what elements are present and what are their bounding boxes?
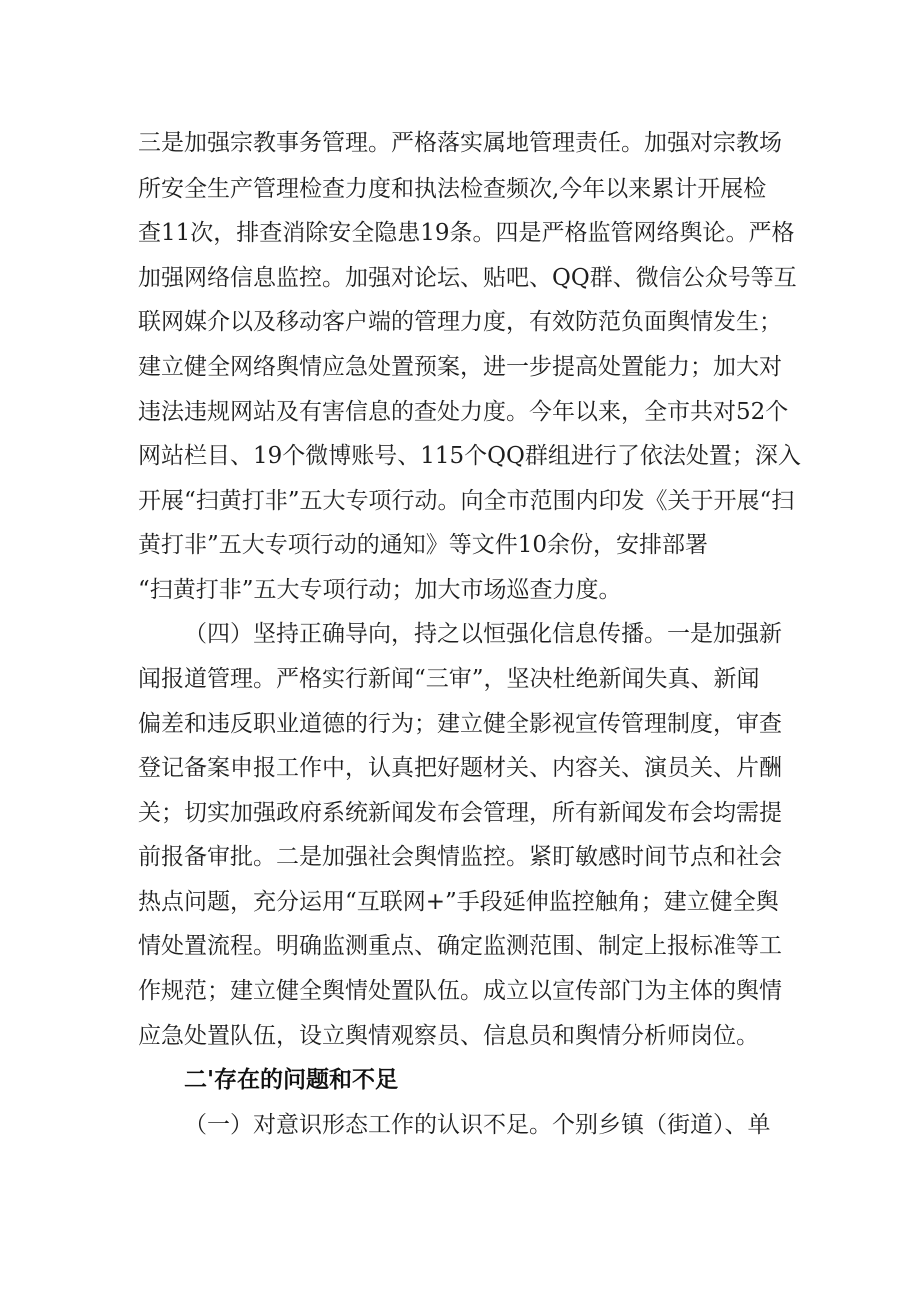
paragraph-line: 闻报道管理。严格实行新闻“三审”，坚决杜绝新闻失真、新闻 (138, 666, 760, 692)
paragraph-line: 违法违规网站及有害信息的查处力度。今年以来，全市共对52个 (138, 399, 789, 425)
paragraph-line: 开展“扫黄打非”五大专项行动。向全市范围内印发《关于开展“扫 (138, 488, 795, 514)
paragraph-first-line: （一）对意识形态工作的认识不足。个别乡镇（街道）、单 (184, 1112, 771, 1138)
paragraph-line: 三是加强宗教事务管理。严格落实属地管理责任。加强对宗教场 (138, 130, 782, 156)
paragraph-line: 黄打非”五大专项行动的通知》等文件10余份，安排部署 (138, 532, 709, 558)
paragraph-line: 应急处置队伍，设立舆情观察员、信息员和舆情分析师岗位。 (138, 1023, 759, 1049)
paragraph-line: 前报备审批。二是加强社会舆情监控。紧盯敏感时间节点和社会 (138, 844, 782, 870)
paragraph-line: 偏差和违反职业道德的行为；建立健全影视宣传管理制度，审查 (138, 711, 782, 737)
paragraph-line: 情处置流程。明确监测重点、确定监测范围、制定上报标准等工 (138, 933, 782, 959)
paragraph-line: 热点问题，充分运用“互联网+”手段延伸监控触角；建立健全舆 (138, 889, 779, 915)
paragraph-line: 所安全生产管理检查力度和执法检查频次,今年以来累计开展检 (138, 176, 767, 202)
paragraph-line: 查11次，排查消除安全隐患19条。四是严格监管网络舆论。严格 (138, 220, 795, 246)
paragraph-line: 作规范；建立健全舆情处置队伍。成立以宣传部门为主体的舆情 (138, 978, 782, 1004)
paragraph-line: 加强网络信息监控。加强对论坛、贴吧、QQ群、微信公众号等互 (138, 265, 797, 291)
paragraph-line: 登记备案申报工作中，认真把好题材关、内容关、演员关、片酬 (138, 755, 782, 781)
paragraph-line: 网站栏目、19个微博账号、115个QQ群组进行了依法处置；深入 (138, 443, 801, 469)
paragraph-line: 建立健全网络舆情应急处置预案，进一步提高处置能力；加大对 (138, 354, 782, 380)
paragraph-line: 联网媒介以及移动客户端的管理力度，有效防范负面舆情发生； (138, 309, 782, 335)
paragraph-line: “扫黄打非”五大专项行动；加大市场巡查力度。 (138, 577, 622, 603)
section-heading: 二'存在的问题和不足 (184, 1067, 399, 1093)
paragraph-first-line: （四）坚持正确导向，持之以恒强化信息传播。一是加强新 (184, 621, 782, 647)
paragraph-line: 关；切实加强政府系统新闻发布会管理，所有新闻发布会均需提 (138, 800, 782, 826)
